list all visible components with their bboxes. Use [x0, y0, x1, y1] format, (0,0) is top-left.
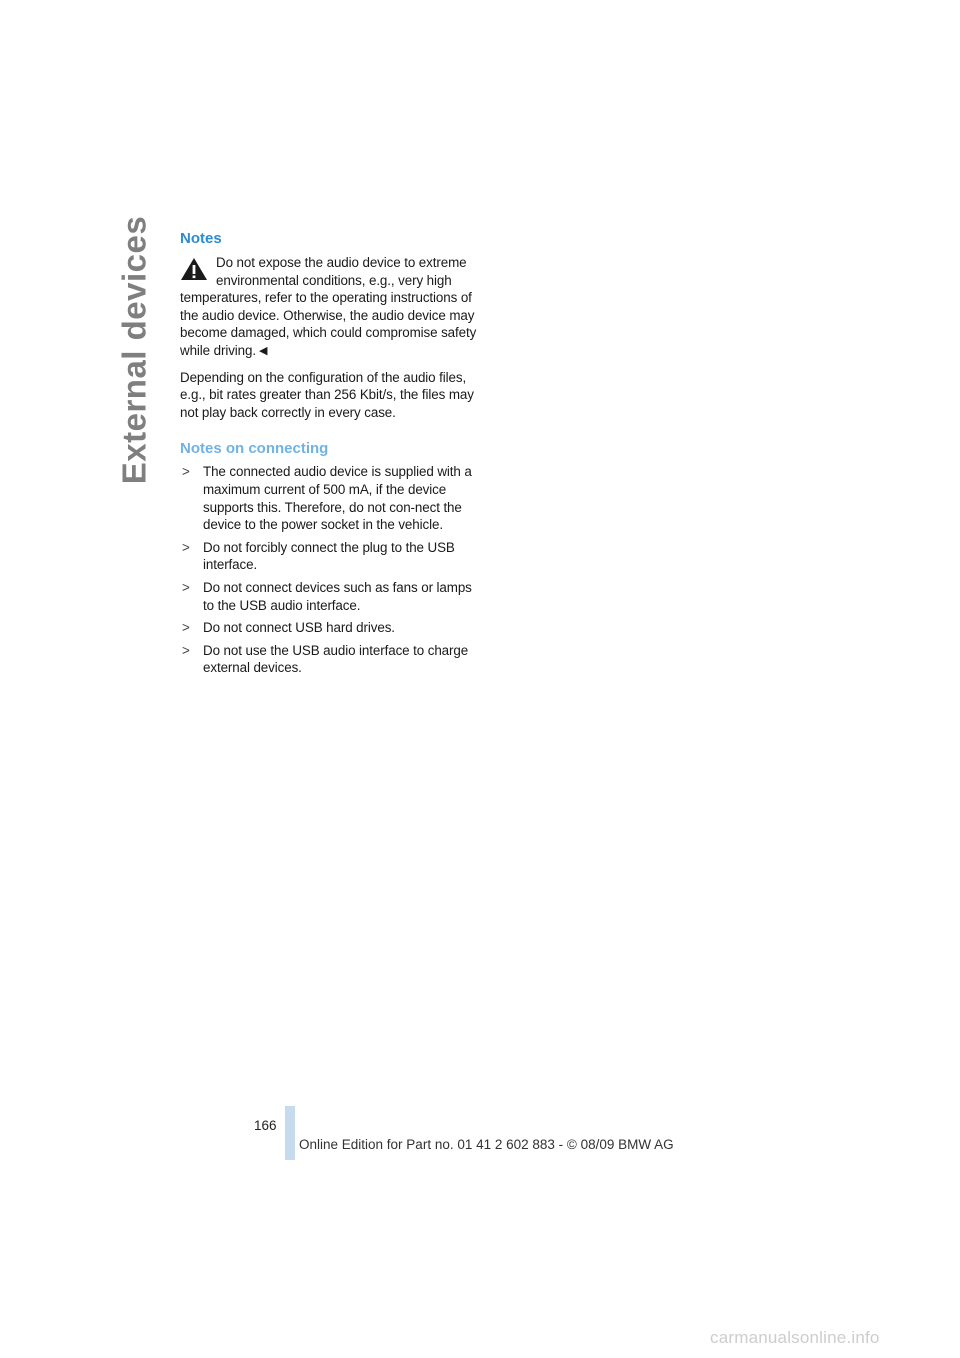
warning-text: Do not expose the audio device to extreme environmental conditions, e.g., very high temperatures, refer to the operating instructions of the audio device. Otherwise, the audio device may become damaged, which could compromise safety while driving. ◀ [180, 255, 477, 358]
warning-triangle-icon [180, 257, 208, 281]
bullet-marker: > [182, 464, 190, 480]
notes-heading: Notes [180, 230, 222, 247]
connecting-list [180, 463, 480, 677]
warning-block [180, 254, 480, 361]
bitrate-paragraph: Depending on the configuration of the audio files, e.g., bit rates greater than 256 Kbit/s, the files may not play back correctly in every case. [180, 369, 474, 420]
section-title: External devices [115, 215, 152, 485]
page-number: 166 [254, 1118, 277, 1133]
list-item: > Do not use the USB audio interface to charge external devices. [182, 642, 469, 676]
list-item: > Do not forcibly connect the plug to the USB interface. [182, 539, 455, 573]
bullet-marker: > [182, 620, 190, 636]
end-mark: ◀ [259, 344, 268, 357]
section-side-tab [112, 215, 156, 485]
connecting-heading: Notes on connecting [180, 440, 329, 458]
bullet-marker: > [182, 579, 190, 595]
edition-footer: Online Edition for Part no. 01 41 2 602 883 - © 08/09 BMW AG [299, 1137, 674, 1152]
list-item: > The connected audio device is supplied with a maximum current of 500 mA, if the device supports this. Therefore, do not con-nect the device to the power socket in the vehicle. [182, 464, 472, 533]
list-item: > Do not connect devices such as fans or lamps to the USB audio interface. [182, 579, 472, 613]
watermark: carmanualsonline.info [710, 1328, 880, 1347]
content-column [180, 228, 480, 682]
footer-accent-bar [285, 1106, 295, 1160]
list-item: > Do not connect USB hard drives. [182, 620, 395, 636]
bullet-marker: > [182, 642, 190, 658]
bullet-marker: > [182, 539, 190, 555]
